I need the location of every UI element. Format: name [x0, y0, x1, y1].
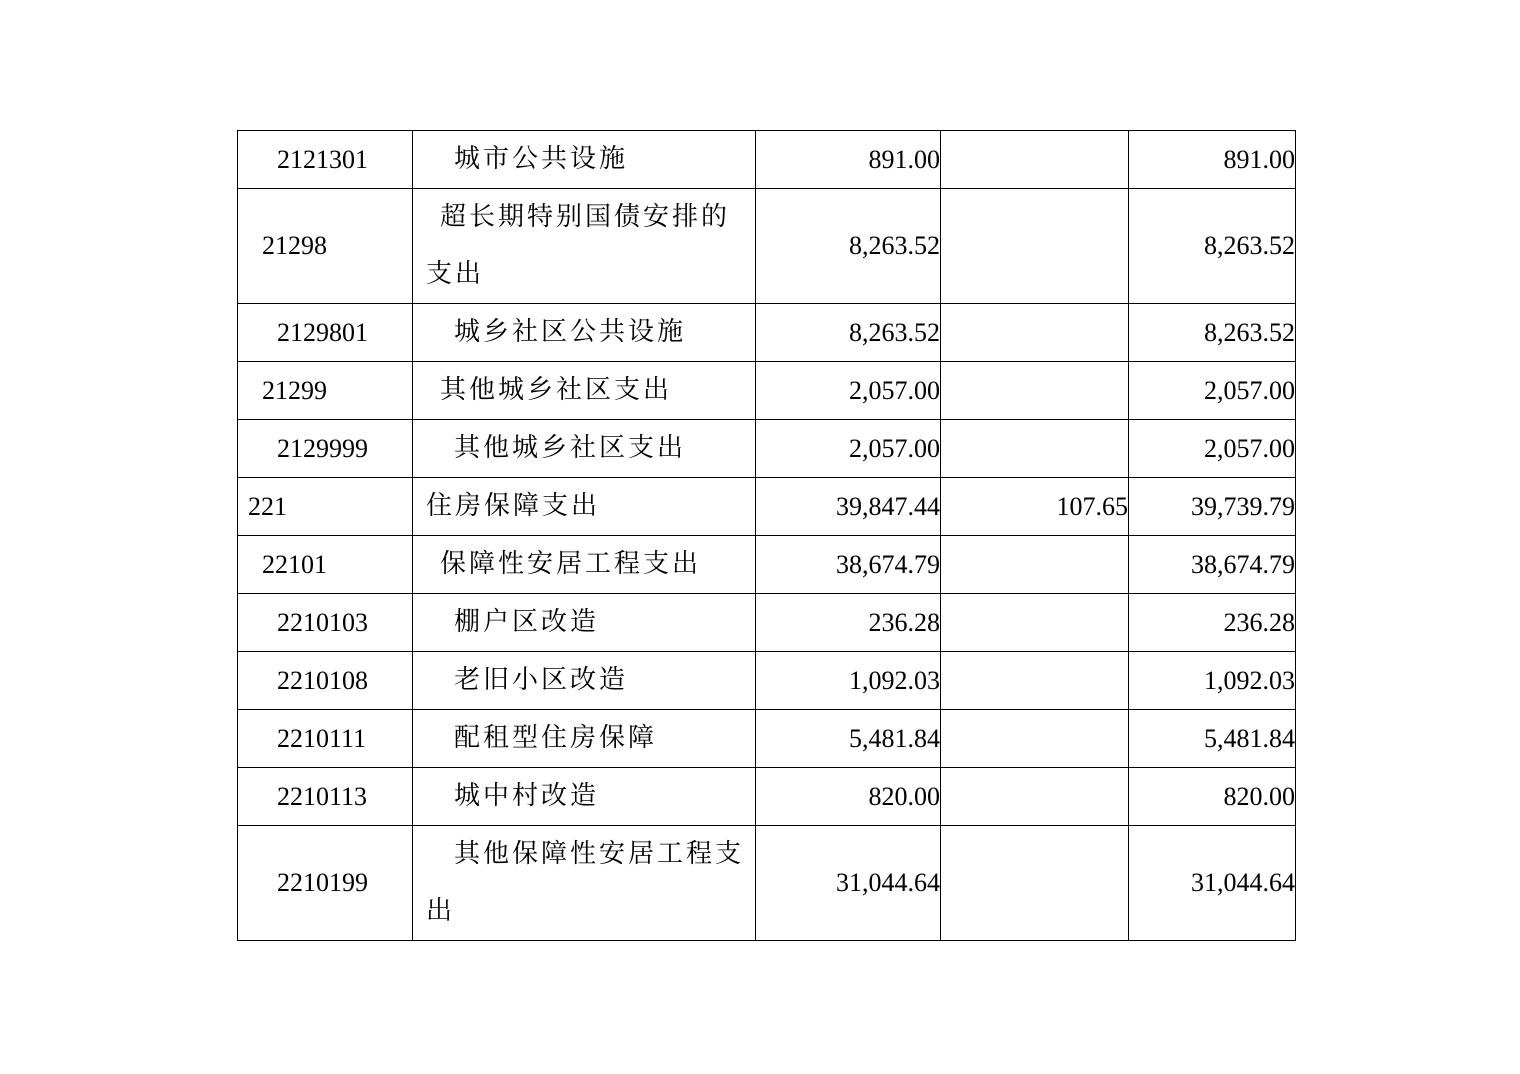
basic-expenditure [941, 189, 1129, 304]
total-amount: 39,847.44 [756, 478, 941, 536]
subject-name: 其他城乡社区支出 [413, 420, 756, 478]
total-amount: 8,263.52 [756, 189, 941, 304]
basic-expenditure: 107.65 [941, 478, 1129, 536]
basic-expenditure [941, 594, 1129, 652]
project-expenditure: 39,739.79 [1129, 478, 1296, 536]
basic-expenditure [941, 826, 1129, 941]
basic-expenditure [941, 710, 1129, 768]
total-amount: 2,057.00 [756, 362, 941, 420]
total-amount: 820.00 [756, 768, 941, 826]
table-row [238, 710, 1296, 768]
basic-expenditure [941, 131, 1129, 189]
project-expenditure: 236.28 [1129, 594, 1296, 652]
table-row [238, 420, 1296, 478]
project-expenditure: 2,057.00 [1129, 420, 1296, 478]
subject-name [413, 826, 756, 941]
table-row [238, 652, 1296, 710]
subject-name-line2: 支出 [426, 259, 485, 289]
total-amount: 236.28 [756, 594, 941, 652]
subject-name: 城中村改造 [413, 768, 756, 826]
budget-table [237, 130, 1296, 941]
project-expenditure: 5,481.84 [1129, 710, 1296, 768]
project-expenditure: 31,044.64 [1129, 826, 1296, 941]
subject-code: 2210113 [238, 768, 413, 826]
basic-expenditure [941, 536, 1129, 594]
subject-code: 2129801 [238, 304, 413, 362]
total-amount: 38,674.79 [756, 536, 941, 594]
basic-expenditure [941, 652, 1129, 710]
subject-name: 城市公共设施 [413, 131, 756, 189]
subject-code: 2121301 [238, 131, 413, 189]
subject-name: 其他城乡社区支出 [413, 362, 756, 420]
subject-code: 22101 [238, 536, 413, 594]
subject-name: 配租型住房保障 [413, 710, 756, 768]
table-row [238, 304, 1296, 362]
project-expenditure: 38,674.79 [1129, 536, 1296, 594]
total-amount: 8,263.52 [756, 304, 941, 362]
project-expenditure: 8,263.52 [1129, 189, 1296, 304]
table-row [238, 536, 1296, 594]
table-row [238, 362, 1296, 420]
table-row [238, 131, 1296, 189]
project-expenditure: 820.00 [1129, 768, 1296, 826]
subject-name: 棚户区改造 [413, 594, 756, 652]
subject-name [413, 189, 756, 304]
subject-name-line1: 超长期特别国债安排的 [440, 202, 731, 232]
project-expenditure: 891.00 [1129, 131, 1296, 189]
subject-code: 2210199 [238, 826, 413, 941]
subject-name: 老旧小区改造 [413, 652, 756, 710]
subject-name: 城乡社区公共设施 [413, 304, 756, 362]
table-row [238, 189, 1296, 304]
basic-expenditure [941, 768, 1129, 826]
subject-code: 21299 [238, 362, 413, 420]
table-row [238, 826, 1296, 941]
table-row [238, 768, 1296, 826]
basic-expenditure [941, 362, 1129, 420]
subject-code: 221 [238, 478, 413, 536]
subject-code: 2210103 [238, 594, 413, 652]
table-row [238, 594, 1296, 652]
subject-code: 2129999 [238, 420, 413, 478]
total-amount: 891.00 [756, 131, 941, 189]
total-amount: 31,044.64 [756, 826, 941, 941]
subject-name: 保障性安居工程支出 [413, 536, 756, 594]
total-amount: 1,092.03 [756, 652, 941, 710]
project-expenditure: 2,057.00 [1129, 362, 1296, 420]
subject-name-line1: 其他保障性安居工程支 [454, 839, 745, 869]
subject-code: 2210111 [238, 710, 413, 768]
table-row [238, 478, 1296, 536]
subject-name: 住房保障支出 [413, 478, 756, 536]
total-amount: 2,057.00 [756, 420, 941, 478]
project-expenditure: 8,263.52 [1129, 304, 1296, 362]
basic-expenditure [941, 420, 1129, 478]
subject-name-line2: 出 [426, 896, 456, 926]
subject-code: 2210108 [238, 652, 413, 710]
subject-code: 21298 [238, 189, 413, 304]
total-amount: 5,481.84 [756, 710, 941, 768]
project-expenditure: 1,092.03 [1129, 652, 1296, 710]
basic-expenditure [941, 304, 1129, 362]
